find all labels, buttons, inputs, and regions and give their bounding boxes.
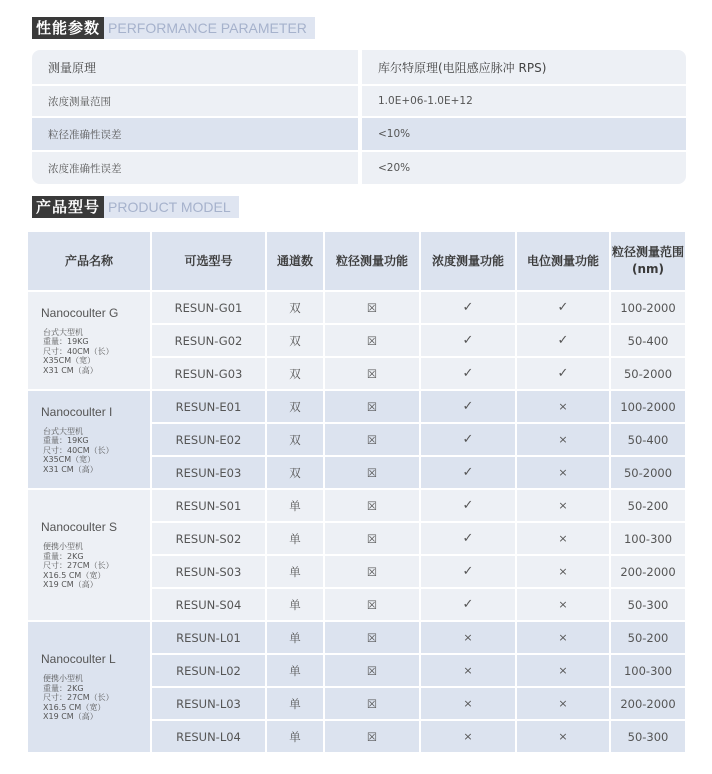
zeta-function-cell: × — [517, 523, 609, 554]
table-header-cell: 通道数 — [267, 232, 323, 290]
product-spec: 便携小型机 重量：2KG 尺寸：27CM（长） X16.5 CM（宽） X19 CM（高） — [43, 542, 114, 590]
concentration-function-cell: ✓ — [421, 424, 515, 455]
zeta-function-cell: × — [517, 589, 609, 620]
size-range-cell: 50-200 — [611, 622, 685, 653]
product-name: Nanocoulter G — [41, 305, 119, 320]
concentration-function-cell: × — [421, 721, 515, 752]
channel-cell: 双 — [267, 292, 323, 323]
zeta-function-cell: ✓ — [517, 325, 609, 356]
concentration-function-cell: × — [421, 688, 515, 719]
table-header-cell: 电位测量功能 — [517, 232, 609, 290]
channel-cell: 双 — [267, 391, 323, 422]
model-cell: RESUN-S04 — [152, 589, 265, 620]
channel-cell: 单 — [267, 490, 323, 521]
zeta-function-cell: × — [517, 391, 609, 422]
size-range-cell: 50-400 — [611, 325, 685, 356]
channel-cell: 双 — [267, 457, 323, 488]
concentration-function-cell: ✓ — [421, 589, 515, 620]
zeta-function-cell: × — [517, 622, 609, 653]
performance-label: 浓度准确性误差 — [32, 150, 358, 184]
performance-row — [32, 150, 686, 184]
size-function-cell: ☒ — [325, 358, 419, 389]
table-header-cell: 浓度测量功能 — [421, 232, 515, 290]
model-cell: RESUN-G02 — [152, 325, 265, 356]
model-cell: RESUN-L02 — [152, 655, 265, 686]
performance-value: 1.0E+06-1.0E+12 — [362, 84, 686, 116]
model-cell: RESUN-S01 — [152, 490, 265, 521]
performance-value: 库尔特原理(电阻感应脉冲 RPS) — [362, 50, 686, 84]
size-function-cell: ☒ — [325, 523, 419, 554]
performance-value: <20% — [362, 150, 686, 184]
performance-label: 粒径准确性误差 — [32, 116, 358, 150]
size-function-cell: ☒ — [325, 589, 419, 620]
size-range-cell: 50-300 — [611, 589, 685, 620]
performance-section-title — [32, 17, 315, 39]
model-cell: RESUN-G03 — [152, 358, 265, 389]
size-range-cell: 100-300 — [611, 523, 685, 554]
product-group-cell — [28, 391, 150, 488]
concentration-function-cell: ✓ — [421, 325, 515, 356]
product-spec: 便携小型机 重量：2KG 尺寸：27CM（长） X16.5 CM（宽） X19 CM（高） — [43, 674, 114, 722]
product-group-cell — [28, 490, 150, 620]
concentration-function-cell: × — [421, 622, 515, 653]
performance-row — [32, 50, 686, 84]
size-range-cell: 100-2000 — [611, 292, 685, 323]
model-cell: RESUN-S02 — [152, 523, 265, 554]
concentration-function-cell: ✓ — [421, 556, 515, 587]
size-function-cell: ☒ — [325, 325, 419, 356]
concentration-function-cell: ✓ — [421, 457, 515, 488]
size-range-cell: 50-2000 — [611, 457, 685, 488]
size-function-cell: ☒ — [325, 655, 419, 686]
channel-cell: 单 — [267, 655, 323, 686]
zeta-function-cell: ✓ — [517, 358, 609, 389]
size-range-cell: 50-300 — [611, 721, 685, 752]
size-range-cell: 50-200 — [611, 490, 685, 521]
model-cell: RESUN-L04 — [152, 721, 265, 752]
concentration-function-cell: ✓ — [421, 523, 515, 554]
product-spec: 台式大型机 重量：19KG 尺寸：40CM（长） X35CM（宽） X31 CM（高） — [43, 327, 114, 375]
channel-cell: 单 — [267, 523, 323, 554]
size-function-cell: ☒ — [325, 490, 419, 521]
model-cell: RESUN-S03 — [152, 556, 265, 587]
concentration-function-cell: ✓ — [421, 490, 515, 521]
channel-cell: 单 — [267, 589, 323, 620]
concentration-function-cell: × — [421, 655, 515, 686]
product-table — [28, 232, 685, 752]
zeta-function-cell: × — [517, 688, 609, 719]
performance-table — [32, 50, 686, 184]
product-name: Nanocoulter I — [41, 404, 113, 419]
performance-label: 浓度测量范围 — [32, 84, 358, 116]
table-header-cell: 粒径测量功能 — [325, 232, 419, 290]
concentration-function-cell: ✓ — [421, 292, 515, 323]
product-title-cn: 产品型号 — [32, 196, 104, 218]
size-function-cell: ☒ — [325, 424, 419, 455]
model-cell: RESUN-E03 — [152, 457, 265, 488]
product-section-title — [32, 196, 239, 218]
product-group-cell — [28, 622, 150, 752]
zeta-function-cell: × — [517, 457, 609, 488]
size-range-cell: 50-400 — [611, 424, 685, 455]
concentration-function-cell: ✓ — [421, 391, 515, 422]
size-range-cell: 100-2000 — [611, 391, 685, 422]
zeta-function-cell: × — [517, 721, 609, 752]
channel-cell: 单 — [267, 688, 323, 719]
product-name: Nanocoulter L — [41, 652, 116, 667]
channel-cell: 双 — [267, 325, 323, 356]
zeta-function-cell: × — [517, 556, 609, 587]
size-function-cell: ☒ — [325, 391, 419, 422]
product-group-cell — [28, 292, 150, 389]
product-name: Nanocoulter S — [41, 520, 118, 535]
zeta-function-cell: ✓ — [517, 292, 609, 323]
performance-title-cn: 性能参数 — [32, 17, 104, 39]
zeta-function-cell: × — [517, 490, 609, 521]
model-cell: RESUN-G01 — [152, 292, 265, 323]
performance-row — [32, 116, 686, 150]
concentration-function-cell: ✓ — [421, 358, 515, 389]
zeta-function-cell: × — [517, 655, 609, 686]
table-header-cell: 粒径测量范围 (nm) — [611, 232, 685, 290]
channel-cell: 单 — [267, 721, 323, 752]
size-range-cell: 50-2000 — [611, 358, 685, 389]
model-cell: RESUN-L03 — [152, 688, 265, 719]
table-header-cell: 产品名称 — [28, 232, 150, 290]
model-cell: RESUN-E02 — [152, 424, 265, 455]
size-range-cell: 200-2000 — [611, 556, 685, 587]
size-function-cell: ☒ — [325, 556, 419, 587]
product-title-en: PRODUCT MODEL — [104, 196, 239, 218]
product-spec: 台式大型机 重量：19KG 尺寸：40CM（长） X35CM（宽） X31 CM（高） — [43, 426, 114, 474]
model-cell: RESUN-L01 — [152, 622, 265, 653]
table-header-cell: 可选型号 — [152, 232, 265, 290]
size-function-cell: ☒ — [325, 292, 419, 323]
model-cell: RESUN-E01 — [152, 391, 265, 422]
zeta-function-cell: × — [517, 424, 609, 455]
performance-value: <10% — [362, 116, 686, 150]
channel-cell: 双 — [267, 424, 323, 455]
size-range-cell: 200-2000 — [611, 688, 685, 719]
size-function-cell: ☒ — [325, 688, 419, 719]
channel-cell: 单 — [267, 556, 323, 587]
channel-cell: 单 — [267, 622, 323, 653]
size-function-cell: ☒ — [325, 721, 419, 752]
performance-label: 测量原理 — [32, 50, 358, 84]
size-function-cell: ☒ — [325, 622, 419, 653]
performance-row — [32, 84, 686, 116]
channel-cell: 双 — [267, 358, 323, 389]
performance-title-en: PERFORMANCE PARAMETER — [104, 17, 315, 39]
size-range-cell: 100-300 — [611, 655, 685, 686]
size-function-cell: ☒ — [325, 457, 419, 488]
